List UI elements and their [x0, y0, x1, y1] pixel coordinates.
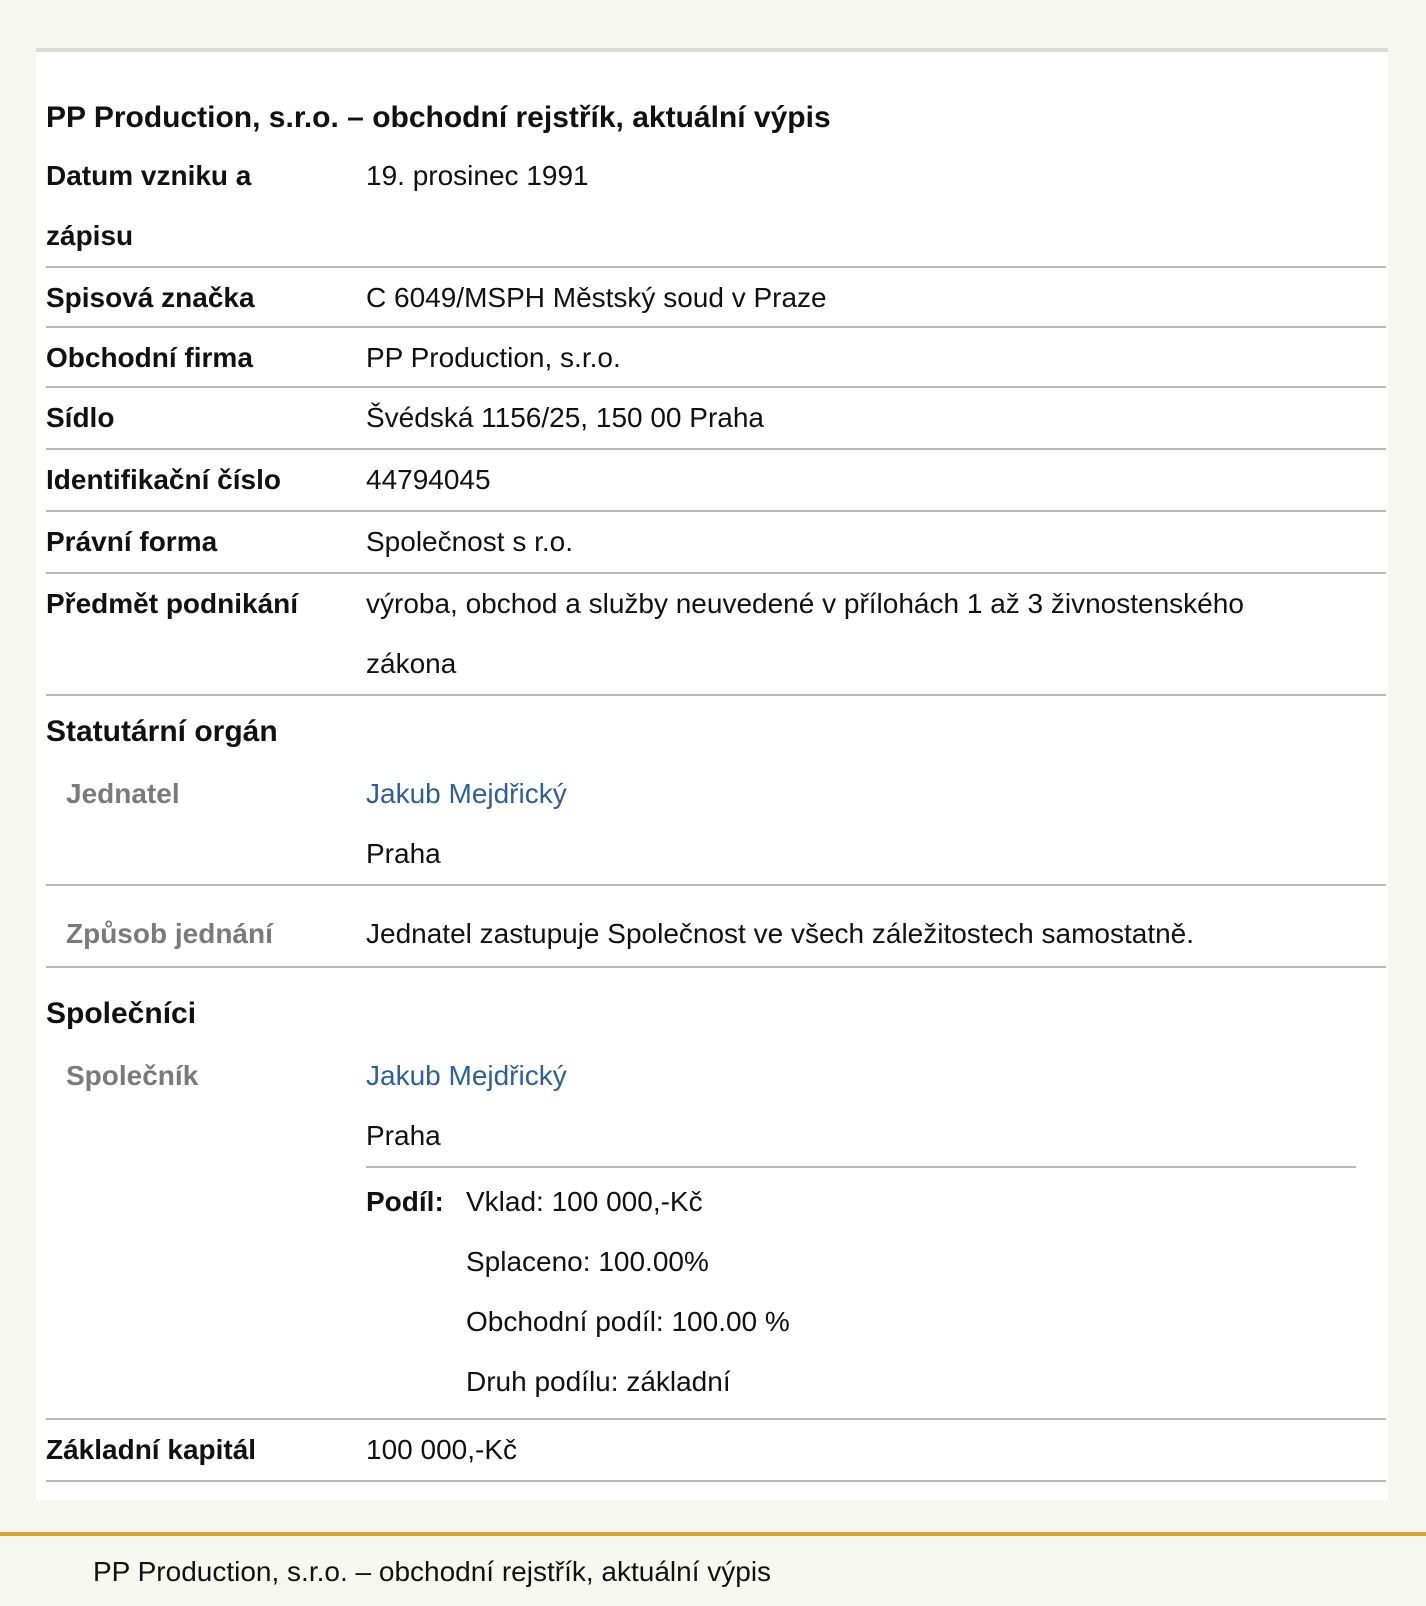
page-title: PP Production, s.r.o. – obchodní rejstřík, aktuální výpis [46, 101, 831, 134]
row-label: Předmět podnikání [46, 588, 299, 619]
row-value [366, 574, 1366, 694]
inner-divider [366, 1166, 1356, 1168]
row-ico [46, 450, 1386, 512]
row-label: Základní kapitál [46, 1434, 257, 1465]
row-label: Jednatel [66, 778, 180, 809]
section-heading-statutarni: Statutární orgán [46, 715, 278, 748]
row-spisova-znacka [46, 268, 1386, 328]
row-spolecnik [46, 1046, 1386, 1420]
row-label: Společník [66, 1060, 199, 1091]
person-city: Praha [366, 1120, 441, 1151]
row-value-line: výroba, obchod a služby neuvedené v přílohách 1 až 3 živnostenského [366, 588, 1244, 619]
person-city: Praha [366, 838, 441, 869]
row-obchodni-firma [46, 328, 1386, 388]
row-value: PP Production, s.r.o. [366, 342, 621, 373]
row-label: Obchodní firma [46, 342, 253, 373]
podil-line: Druh podílu: základní [466, 1366, 731, 1397]
podil-line: Obchodní podíl: 100.00 % [466, 1306, 790, 1337]
row-value: 100 000,-Kč [366, 1434, 517, 1465]
podil-label: Podíl: [366, 1186, 444, 1217]
row-label: Identifikační číslo [46, 464, 281, 495]
podil-details [466, 1172, 790, 1412]
podil-line: Vklad: 100 000,-Kč [466, 1186, 703, 1217]
row-value [366, 764, 1366, 884]
row-jednatel [46, 764, 1386, 886]
footer-divider [0, 1532, 1426, 1536]
podil-line: Splaceno: 100.00% [466, 1246, 709, 1277]
row-zakladni-kapital [46, 1420, 1386, 1482]
row-sidlo [46, 388, 1386, 450]
row-value: 19. prosinec 1991 [366, 160, 589, 191]
person-link[interactable]: Jakub Mejdřický [366, 778, 567, 809]
person-link[interactable]: Jakub Mejdřický [366, 1060, 567, 1091]
row-zpusob-jednani [46, 886, 1386, 968]
row-datum-vzniku [46, 146, 1386, 268]
section-heading-spolecnici: Společníci [46, 997, 197, 1030]
row-label: Způsob jednání [66, 918, 273, 949]
footer-title: PP Production, s.r.o. – obchodní rejstřík, aktuální výpis [93, 1556, 772, 1587]
row-label: Sídlo [46, 402, 115, 433]
row-label-line: Datum vzniku a [46, 160, 252, 191]
row-label [46, 146, 346, 266]
row-value: C 6049/MSPH Městský soud v Praze [366, 282, 827, 313]
row-value-line: zákona [366, 648, 457, 679]
row-label: Spisová značka [46, 282, 255, 313]
row-value: Společnost s r.o. [366, 526, 574, 557]
registry-card [36, 52, 1388, 1500]
row-pravni-forma [46, 512, 1386, 574]
row-predmet-podnikani [46, 574, 1386, 696]
row-label-line: zápisu [46, 220, 134, 251]
row-value: Jednatel zastupuje Společnost ve všech záležitostech samostatně. [366, 918, 1195, 949]
row-value [366, 1046, 1366, 1166]
row-value: Švédská 1156/25, 150 00 Praha [366, 402, 765, 433]
row-label: Právní forma [46, 526, 218, 557]
row-value: 44794045 [366, 464, 491, 495]
